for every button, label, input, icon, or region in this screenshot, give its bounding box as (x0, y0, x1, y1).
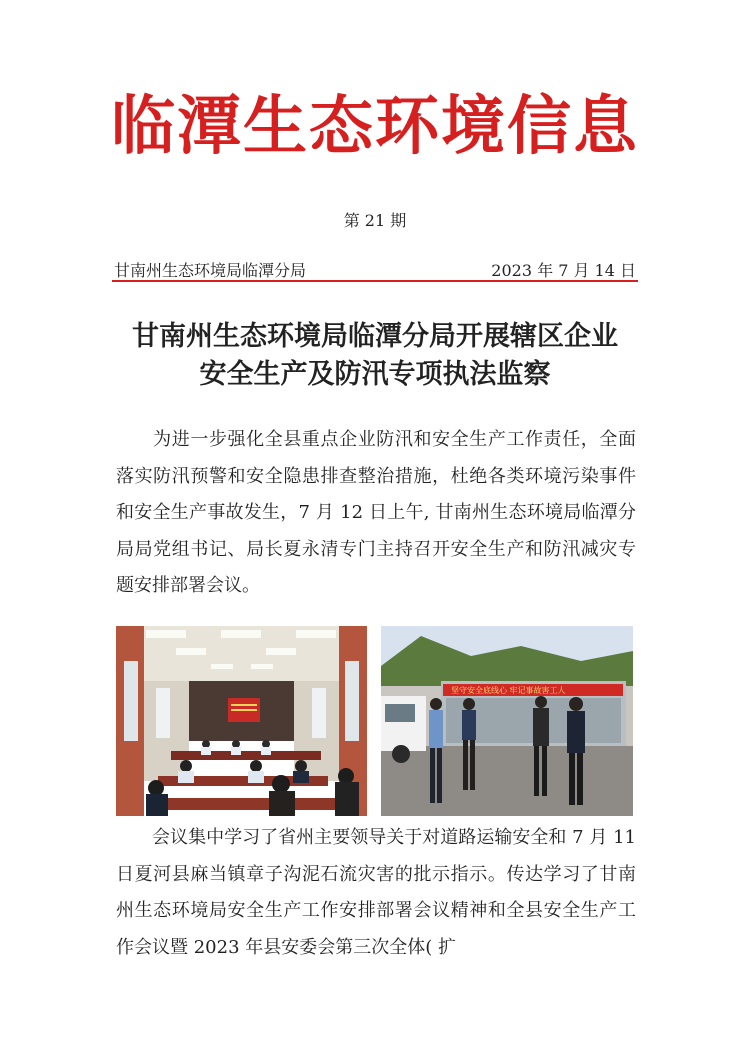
article-paragraph-1: 为进一步强化全县重点企业防汛和安全生产工作责任，全面落实防汛预警和安全隐患排查整治措施，杜绝各类环境污染事件和安全生产事故发生，7 月 12 日上午, 甘南州生态环境局临潭分局局党组书记、局长夏永清专门主持召开安全生产和防汛减灾专题安排部署会议。 (116, 429, 636, 596)
publication-header (114, 258, 636, 281)
banner-text: 坚守安全底线心 牢记事故害工人 (451, 686, 566, 695)
article-title (80, 318, 670, 394)
article-title-line-2: 安全生产及防汛专项执法监察 (199, 359, 551, 390)
article-title-line-1: 甘南州生态环境局临潭分局开展辖区企业 (132, 321, 618, 352)
masthead-title: 临潭生态环境信息 (111, 90, 639, 164)
meeting-room-photo (116, 626, 367, 816)
publisher-name: 甘南州生态环境局临潭分局 (114, 261, 307, 280)
publication-date: 2023 年 7 月 14 日 (491, 261, 636, 280)
article-paragraph-2: 会议集中学习了省州主要领导关于对道路运输安全和 7 月 11 日夏河县麻当镇章子沟泥石流灾害的批示指示。传达学习了甘南州生态环境局安全生产工作安排部署会议精神和全县安全生产工作会议暨 2023 年县安委会第三次全体( 扩 (116, 827, 636, 958)
red-divider (112, 280, 638, 282)
site-inspection-photo (381, 626, 633, 816)
issue-number: 第 21 期 (343, 211, 407, 230)
